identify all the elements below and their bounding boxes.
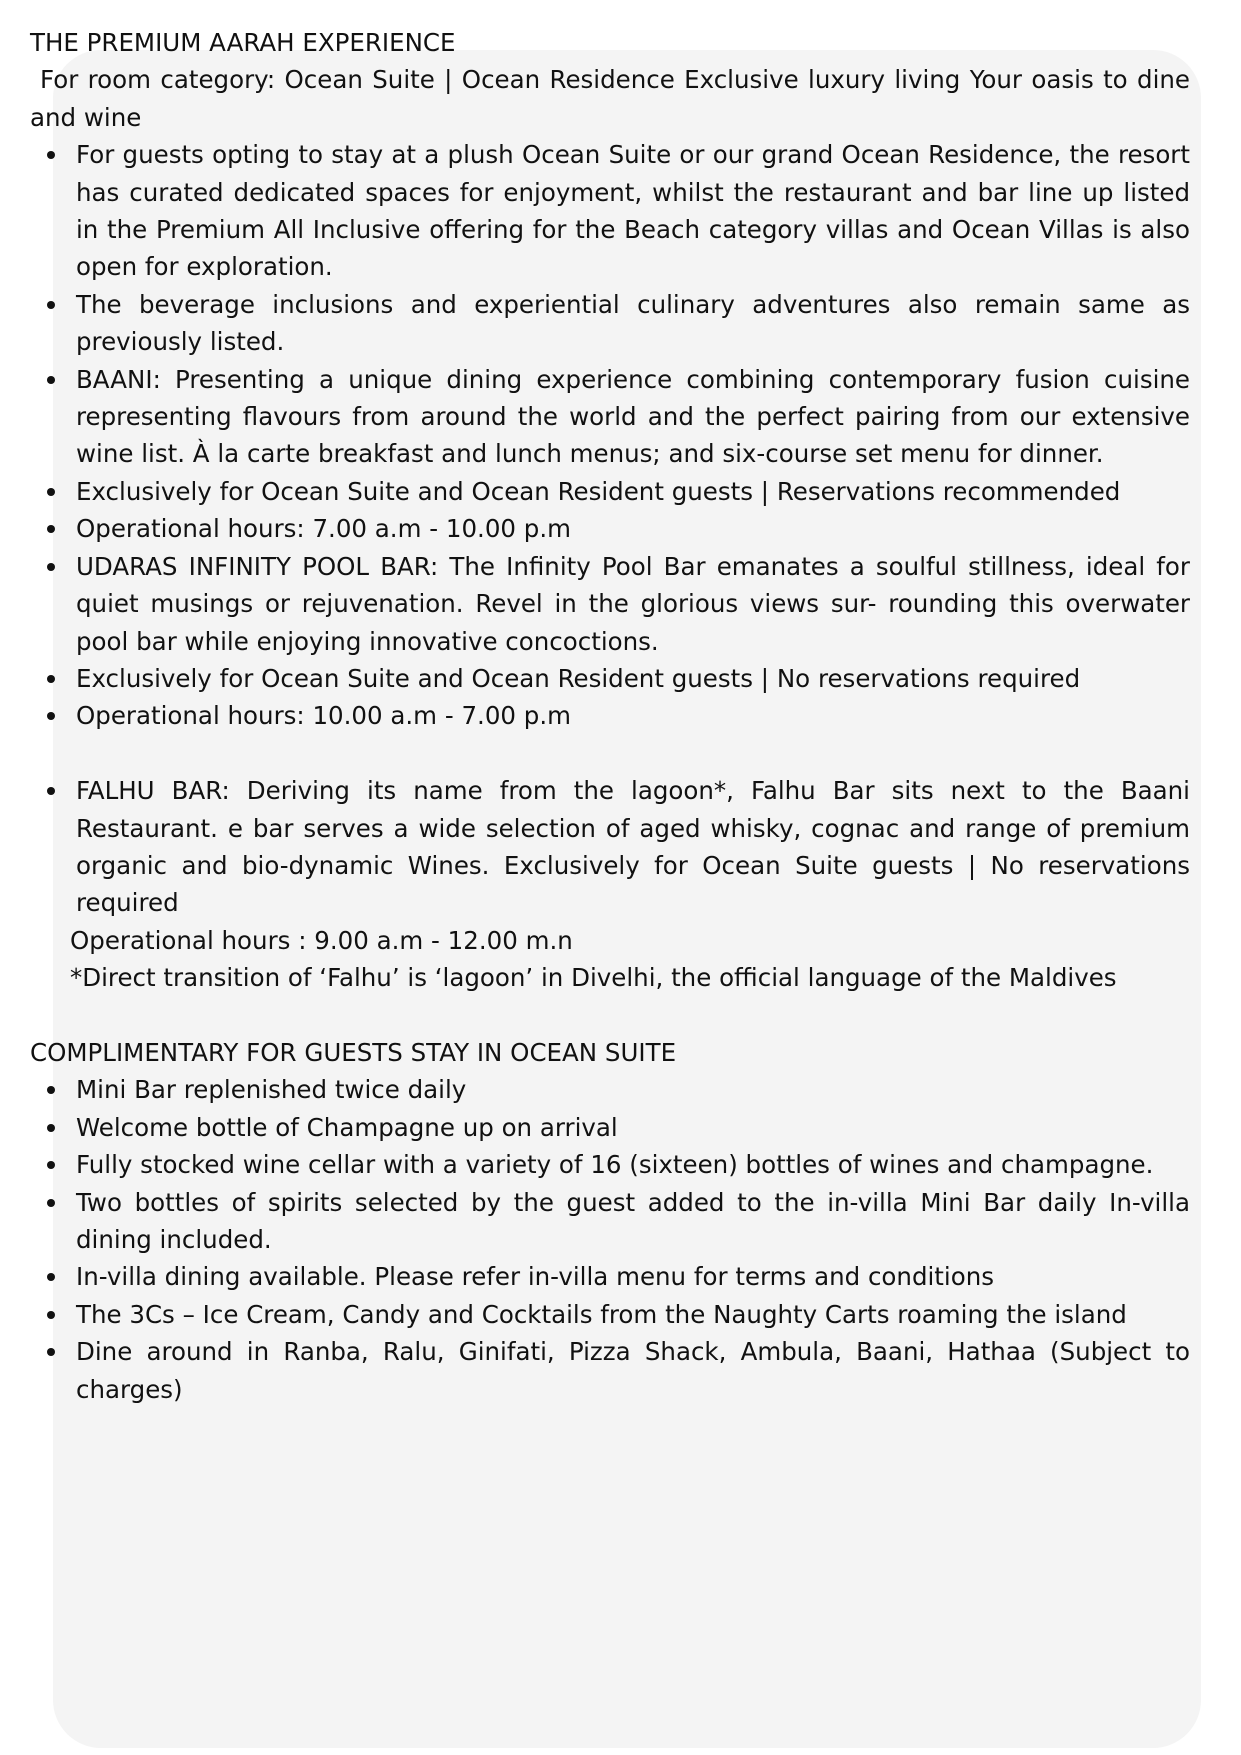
document-body bbox=[30, 24, 1190, 1408]
list-item: For guests opting to stay at a plush Ocean Suite or our grand Ocean Residence, the resort has curated dedicated spaces for enjoyment, whilst the restaurant and bar line up listed in the Premium All Inclusive offering for the Beach category villas and Ocean Villas is also open for exploration. bbox=[76, 136, 1190, 286]
list-item: Exclusively for Ocean Suite and Ocean Resident guests | Reservations recommended bbox=[76, 473, 1190, 510]
list-item: Exclusively for Ocean Suite and Ocean Resident guests | No reservations required bbox=[76, 660, 1190, 697]
list-item: Mini Bar replenished twice daily bbox=[76, 1071, 1190, 1108]
list-item: UDARAS INFINITY POOL BAR: The Infinity Pool Bar emanates a soulful stillness, ideal for quiet musings or rejuvenation. Revel in the glorious views sur- rounding this overwater pool bar while enjoying innovative concoctions. bbox=[76, 548, 1190, 660]
falhu-footnote: *Direct transition of ‘Falhu’ is ‘lagoon’ in Divelhi, the official language of the Maldives bbox=[70, 963, 1117, 993]
list-item: Two bottles of spirits selected by the guest added to the in-villa Mini Bar daily In-villa dining included. bbox=[76, 1184, 1190, 1259]
list-item: BAANI: Presenting a unique dining experience combining contemporary fusion cuisine representing flavours from around the world and the perfect pairing from our extensive wine list. À la carte breakfast and lunch menus; and six-course set menu for dinner. bbox=[76, 361, 1190, 473]
complimentary-heading: COMPLIMENTARY FOR GUESTS STAY IN OCEAN SUITE bbox=[30, 1037, 677, 1067]
list-item: The beverage inclusions and experiential culinary adventures also remain same as previously listed. bbox=[76, 286, 1190, 361]
premium-experience-list bbox=[30, 136, 1190, 735]
spacer bbox=[30, 735, 1190, 772]
list-item: The 3Cs – Ice Cream, Candy and Cocktails from the Naughty Carts roaming the island bbox=[76, 1296, 1190, 1333]
list-item: Operational hours: 10.00 a.m - 7.00 p.m bbox=[76, 697, 1190, 734]
list-item: Operational hours: 7.00 a.m - 10.00 p.m bbox=[76, 510, 1190, 547]
premium-experience-heading: THE PREMIUM AARAH EXPERIENCE bbox=[30, 28, 456, 57]
list-item: In-villa dining available. Please refer in-villa menu for terms and conditions bbox=[76, 1258, 1190, 1295]
list-item: Fully stocked wine cellar with a variety of 16 (sixteen) bottles of wines and champagne. bbox=[76, 1146, 1190, 1183]
spacer bbox=[30, 997, 1190, 1034]
list-item: Welcome bottle of Champagne up on arrival bbox=[76, 1109, 1190, 1146]
falhu-bar-list bbox=[30, 772, 1190, 922]
list-item: FALHU BAR: Deriving its name from the lagoon*, Falhu Bar sits next to the Baani Restaurant. e bar serves a wide selection of aged whisky, cognac and range of premium organic and bio-dynamic Wines. Exclusively for Ocean Suite guests | No reservations required bbox=[76, 772, 1190, 922]
falhu-hours: Operational hours : 9.00 a.m - 12.00 m.n bbox=[70, 925, 573, 955]
complimentary-list bbox=[30, 1071, 1190, 1408]
room-category-subtitle: For room category: Ocean Suite | Ocean Residence Exclusive luxury living Your oasis to dine and wine bbox=[30, 65, 1190, 132]
list-item: Dine around in Ranba, Ralu, Ginifati, Pizza Shack, Ambula, Baani, Hathaa (Subject to charges) bbox=[76, 1333, 1190, 1408]
